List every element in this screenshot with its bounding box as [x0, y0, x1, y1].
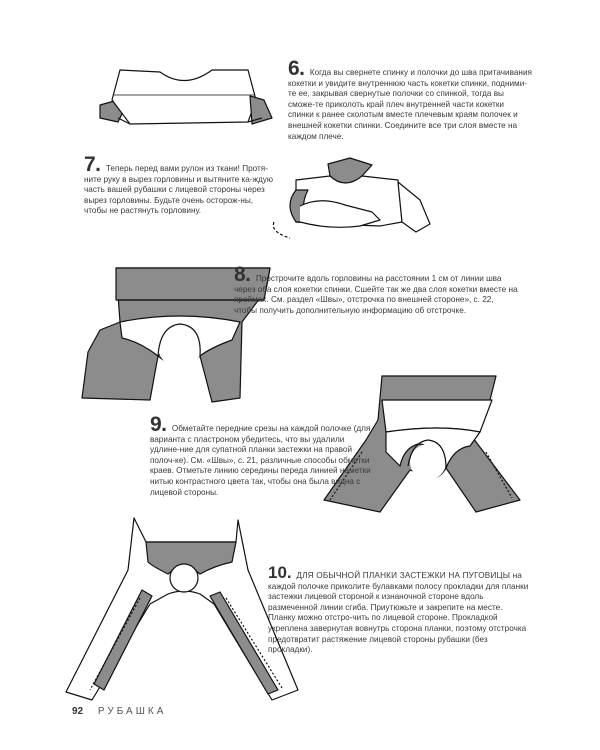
step-number: 9.	[150, 413, 172, 436]
step-9	[150, 413, 374, 498]
step-number: 6.	[288, 57, 310, 80]
step-text: Обметайте передние срезы на каждой полочке (для варианта с пластроном убедитесь, что вы удалили удлине-ние для супатной планки застежки на правой полоч-ке). См. «Швы», с. 21, различные способы обметки краев. Отметьте линию середины переда линией наметки нитью контрастного цвета так, чтобы она была видна с лицевой стороны.	[150, 424, 371, 497]
step-text: Прострочите вдоль горловины на расстоянии 1 см от линии шва через оба слоя кокетки спинки. Сшейте так же два слоя кокетки вместе на проймах. См. раздел «Швы», отстрочка по внешней стороне», с. 22, чтобы получить дополнительную информацию об отстрочке.	[234, 274, 518, 315]
step-6	[288, 57, 532, 142]
page-footer	[72, 706, 166, 717]
step-10	[268, 563, 530, 656]
step-8	[234, 263, 518, 316]
step-number: 8.	[234, 263, 256, 286]
section-title: РУБАШКА	[97, 706, 167, 717]
step-text: Теперь перед вами рулон из ткани! Протя-ните руку в вырез горловины и вытяните ка-ждую часть вашей рубашки с лицевой стороны через вырез горловины. Будьте очень осторож-ны, чтобы не растянуть горловину.	[84, 164, 274, 216]
step-number: 7.	[84, 153, 106, 176]
step7-illustration	[273, 158, 430, 238]
step-text: на каждой полочке приколите булавками полосу прокладки для планки застежки лицевой стороной к изнаночной стороне вдоль размеченной линии сгиба. Приутюжьте и закрепите на месте. Планку можно отстро-чить по лицевой стороне. Прокладкой укреплена завернутая вовнутрь сторона планки, поэтому отстрочка предотвратит растяжение лицевой стороны рубашки (без прокладки).	[268, 571, 529, 655]
step6-illustration	[100, 70, 272, 124]
step-heading: ДЛЯ ОБЫЧНОЙ ПЛАНКИ ЗАСТЕЖКИ НА ПУГОВИЦЫ	[296, 571, 513, 580]
step-number: 10.	[268, 563, 297, 582]
step-text: Когда вы свернете спинку и полочки до шва притачивания кокетки и увидите внутреннюю часть кокетки спинки, подними-те ее, закрывая свернутые полочки со спинкой, тогда вы сможе-те приколоть край плеч внутренней части кокетки спинки к ранее сколотым вместе плечевым краям полочек и внешней кокетки спинки. Соедините все три слоя вместе на каждом плече.	[288, 68, 532, 141]
page-number: 92	[72, 706, 84, 717]
step10-illustration	[66, 518, 298, 700]
step-7	[84, 153, 274, 217]
